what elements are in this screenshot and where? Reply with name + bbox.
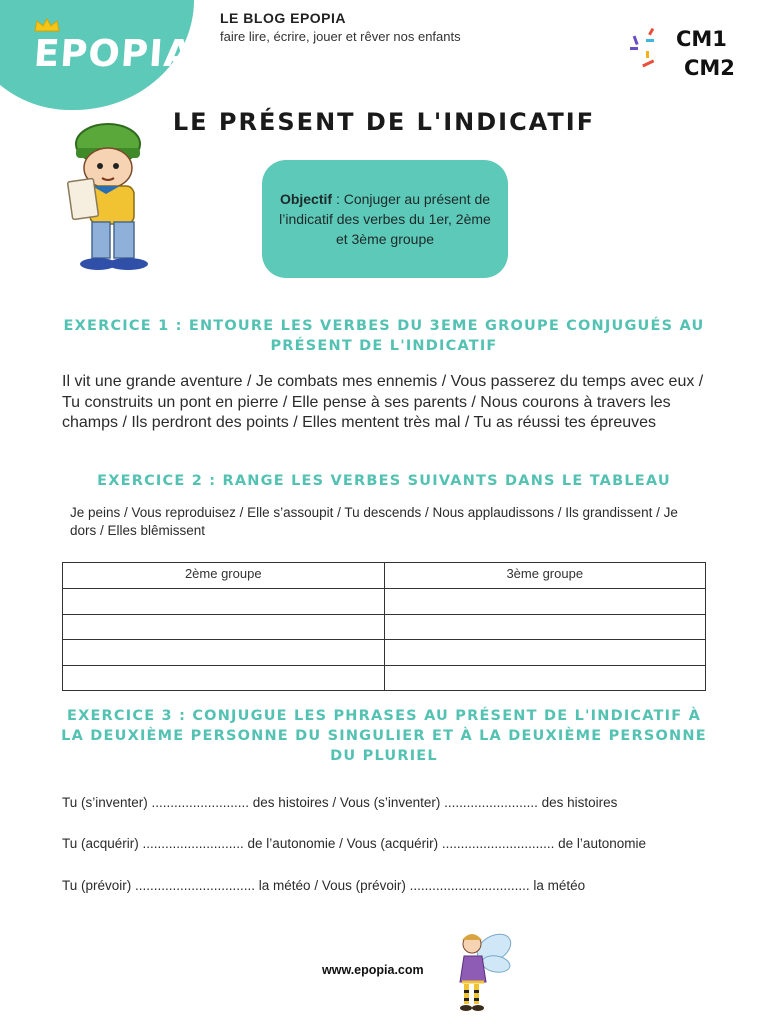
table-header-2eme-groupe: 2ème groupe [63, 563, 385, 589]
crown-icon [34, 18, 60, 32]
exercise-2-title: EXERCICE 2 : RANGE LES VERBES SUIVANTS DANS LE TABLEAU [97, 473, 671, 489]
exercise-1-sentences: Il vit une grande aventure / Je combats mes ennemis / Vous passerez du temps avec eux / Tu construits un pont en pierre / Elle pense à ses parents / Nous courons à travers les champs / Ils perdront des points / Elles mentent très mal / Tu as réussi tes épreuves [62, 373, 704, 431]
level-cm2: CM2 [684, 56, 735, 80]
epopia-logo[interactable]: EPOPIA [32, 32, 195, 75]
conjugation-line: Tu (s’inventer) .......................... des histoires / Vous (s’inventer) ......................... des histoires [62, 795, 618, 810]
table-cell[interactable] [384, 589, 706, 615]
table-cell[interactable] [63, 640, 385, 666]
table-cell[interactable] [63, 614, 385, 640]
verb-table [62, 562, 706, 691]
website-link[interactable]: www.epopia.com [322, 963, 424, 977]
exercise-3-title: EXERCICE 3 : CONJUGUE LES PHRASES AU PRÉSENT DE L'INDICATIF À LA DEUXIÈME PERSONNE DU SINGULIER ET À LA DEUXIÈME PERSONNE DU PLURIEL [61, 708, 707, 764]
exercise-2-verbs: Je peins / Vous reproduisez / Elle s’assoupit / Tu descends / Nous applaudissons / Ils grandissent / Je dors / Elles blêmissent [70, 505, 678, 538]
blog-subtitle: faire lire, écrire, jouer et rêver nos enfants [220, 29, 461, 44]
exercise-1-title: EXERCICE 1 : ENTOURE LES VERBES DU 3EME GROUPE CONJUGUÉS AU PRÉSENT DE L'INDICATIF [63, 318, 705, 354]
boy-reading-illustration [62, 122, 166, 274]
page-title: LE PRÉSENT DE L'INDICATIF [172, 108, 596, 136]
table-cell[interactable] [63, 665, 385, 691]
table-cell[interactable] [384, 665, 706, 691]
table-cell[interactable] [384, 614, 706, 640]
table-cell[interactable] [384, 640, 706, 666]
conjugation-line: Tu (acquérir) ........................... de l’autonomie / Vous (acquérir) .............................. de l’autonomie [62, 836, 646, 851]
objective-label: Objectif [279, 191, 333, 207]
confetti-icon [628, 26, 664, 74]
level-cm1: CM1 [676, 27, 727, 51]
table-header-3eme-groupe: 3ème groupe [384, 563, 706, 589]
fairy-illustration [450, 924, 516, 1016]
blog-title: LE BLOG EPOPIA [220, 10, 347, 26]
objective-box [262, 160, 508, 278]
objective-text: : Conjuger au présent de l’indicatif des verbes du 1er, 2ème et 3ème groupe [279, 191, 491, 247]
table-cell[interactable] [63, 589, 385, 615]
conjugation-line: Tu (prévoir) ................................ la météo / Vous (prévoir) ................................ la météo [62, 878, 586, 893]
